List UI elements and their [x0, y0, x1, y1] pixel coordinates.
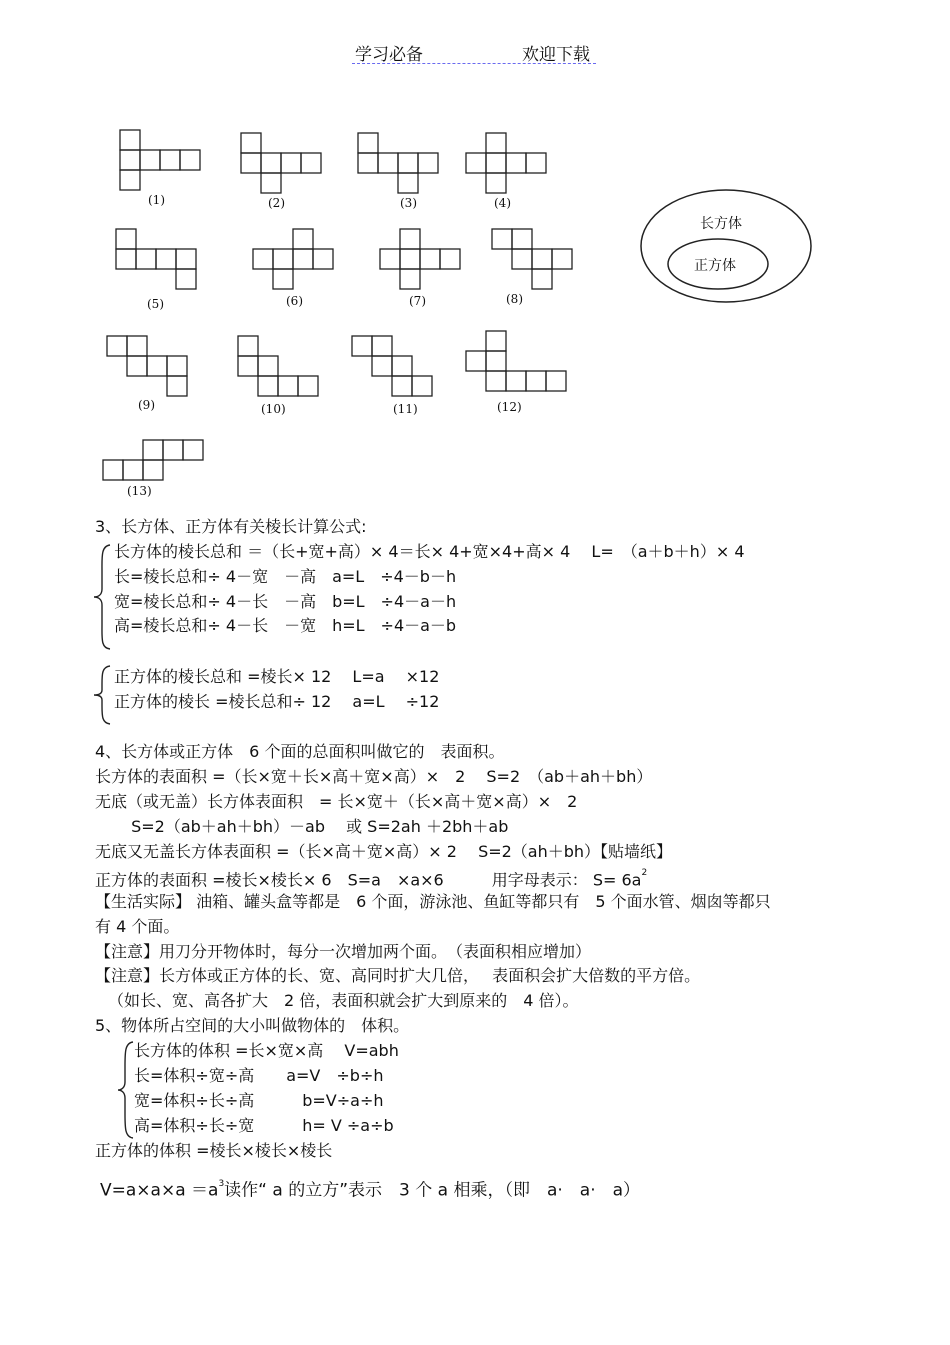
text-line: 【注意】用刀分开物体时，每分一次增加两个面。 （表面积相应增加） — [95, 942, 592, 961]
net-square — [358, 133, 378, 153]
net-square — [492, 229, 512, 249]
cube-net-8 — [492, 229, 572, 289]
net-square — [123, 460, 143, 480]
net-square — [143, 460, 163, 480]
net-square — [400, 229, 420, 249]
net-square — [183, 440, 203, 460]
net-square — [372, 336, 392, 356]
net-square — [140, 150, 160, 170]
net-square — [127, 336, 147, 356]
header-right: 欢迎下载 — [522, 45, 590, 65]
net-square — [466, 153, 486, 173]
net-label: (11) — [393, 402, 418, 416]
net-square — [486, 133, 506, 153]
net-square — [552, 249, 572, 269]
formula-line: 正方体的体积 =棱长×棱长×棱长 — [95, 1141, 333, 1160]
formula-line: 长方体的体积 =长×宽×高 V=abh — [134, 1041, 399, 1060]
net-label: (7) — [409, 294, 426, 308]
cube-nets-figure — [0, 0, 950, 520]
net-square — [532, 269, 552, 289]
net-square — [147, 356, 167, 376]
net-square — [352, 336, 372, 356]
text-line: 【生活实际】 油箱、罐头盒等都是 6 个面，游泳池、鱼缸等都只有 5 个面水管、烟囱等都只 — [95, 892, 771, 911]
net-label: (12) — [497, 400, 522, 414]
net-square — [440, 249, 460, 269]
formula-line: 高=棱长总和÷ 4－长 －宽 h=L ÷4－a－b — [114, 616, 457, 635]
text-line: 正方体的表面积 =棱长×棱长× 6 S=a ×a×6 用字母表示： $S= 6a^2$ — [95, 868, 648, 890]
net-square — [400, 249, 420, 269]
net-square — [180, 150, 200, 170]
net-square — [160, 150, 180, 170]
net-square — [116, 229, 136, 249]
header-left: 学习必备 — [355, 45, 423, 65]
cube-net-1 — [120, 130, 200, 190]
net-label: (13) — [127, 484, 152, 498]
net-square — [120, 170, 140, 190]
net-square — [313, 249, 333, 269]
cube-net-13 — [103, 440, 203, 480]
net-square — [120, 130, 140, 150]
cube-net-2 — [241, 133, 321, 193]
net-square — [358, 153, 378, 173]
net-square — [163, 440, 183, 460]
net-square — [412, 376, 432, 396]
venn-diagram — [641, 190, 811, 302]
net-label: (9) — [138, 398, 155, 412]
net-square — [526, 153, 546, 173]
cube-net-11 — [352, 336, 432, 396]
net-label: (1) — [148, 193, 165, 207]
net-square — [506, 371, 526, 391]
net-square — [301, 153, 321, 173]
net-square — [293, 229, 313, 249]
net-square — [293, 249, 313, 269]
net-square — [400, 269, 420, 289]
net-square — [486, 331, 506, 351]
net-square — [103, 460, 123, 480]
net-square — [466, 351, 486, 371]
net-square — [107, 336, 127, 356]
net-label: (2) — [268, 196, 285, 210]
brace-cube-edges — [92, 664, 114, 726]
text-line: 4、长方体或正方体 6 个面的总面积叫做它的 表面积。 — [95, 742, 505, 761]
formula-line: 长=棱长总和÷ 4－宽 －高 a=L ÷4－b－h — [114, 567, 457, 586]
net-label: (10) — [261, 402, 286, 416]
net-square — [127, 356, 147, 376]
net-square — [506, 153, 526, 173]
net-square — [156, 249, 176, 269]
net-square — [136, 249, 156, 269]
net-label: (8) — [506, 292, 523, 306]
net-label: (4) — [494, 196, 511, 210]
net-square — [281, 153, 301, 173]
net-square — [273, 249, 293, 269]
net-label: (6) — [286, 294, 303, 308]
formula-line: 高=体积÷长÷宽 h= V ÷a÷b — [134, 1116, 394, 1135]
net-square — [176, 269, 196, 289]
text-line: 无底又无盖长方体表面积 =（长×高＋宽×高）× 2 S=2（ah＋bh）【贴墙纸】 — [95, 842, 673, 861]
formula-line: 宽=体积÷长÷高 b=V÷a÷h — [134, 1091, 384, 1110]
net-square — [167, 376, 187, 396]
net-square — [526, 371, 546, 391]
net-square — [486, 173, 506, 193]
net-square — [258, 356, 278, 376]
net-square — [392, 376, 412, 396]
cube-net-5 — [116, 229, 196, 289]
net-square — [512, 249, 532, 269]
cube-net-6 — [253, 229, 333, 289]
net-square — [238, 356, 258, 376]
cube-net-9 — [107, 336, 187, 396]
net-square — [238, 336, 258, 356]
net-square — [258, 376, 278, 396]
net-square — [420, 249, 440, 269]
text-line: 【注意】长方体或正方体的长、宽、高同时扩大几倍， 表面积会扩大倍数的平方倍。 — [95, 966, 701, 985]
net-square — [418, 153, 438, 173]
net-square — [116, 249, 136, 269]
net-square — [143, 440, 163, 460]
net-square — [298, 376, 318, 396]
net-square — [120, 150, 140, 170]
cube-net-3 — [358, 133, 438, 193]
net-label: (5) — [147, 297, 164, 311]
text-line: （如长、宽、高各扩大 2 倍，表面积就会扩大到原来的 4 倍）。 — [100, 991, 579, 1010]
superscript: 3 — [218, 1179, 225, 1189]
net-square — [512, 229, 532, 249]
text-line: 无底（或无盖）长方体表面积 = 长×宽＋（长×高＋宽×高）× 2 — [95, 792, 578, 811]
venn-outer-label: 长方体 — [700, 216, 742, 232]
net-square — [261, 153, 281, 173]
section3-title: 3、长方体、正方体有关棱长计算公式: — [95, 517, 367, 536]
brace-cuboid-edges — [92, 543, 114, 651]
net-square — [546, 371, 566, 391]
net-square — [253, 249, 273, 269]
cube-net-12 — [466, 331, 566, 391]
net-square — [486, 351, 506, 371]
net-square — [278, 376, 298, 396]
net-square — [372, 356, 392, 376]
net-square — [176, 249, 196, 269]
text-line: S=2（ab＋ah＋bh）－ab 或 S=2ah ＋2bh＋ab — [110, 817, 509, 836]
venn-inner-label: 正方体 — [694, 258, 736, 274]
net-square — [261, 173, 281, 193]
net-square — [398, 153, 418, 173]
brace-cuboid-volume — [116, 1040, 136, 1140]
net-square — [486, 371, 506, 391]
net-square — [241, 133, 261, 153]
net-square — [486, 153, 506, 173]
net-square — [392, 356, 412, 376]
formula-line: 宽=棱长总和÷ 4－长 －高 b=L ÷4－a－h — [114, 592, 457, 611]
net-square — [380, 249, 400, 269]
formula-line: $V=a\times a\times a =a^3$读作“ a 的立方”表示 3 个 a 相乘，（即 a· a· a） — [100, 1179, 641, 1201]
formula-line: 正方体的棱长总和 =棱长× 12 L=a ×12 — [114, 667, 440, 686]
superscript: 2 — [641, 868, 648, 878]
text-line: 有 4 个面。 — [95, 917, 180, 936]
net-square — [273, 269, 293, 289]
net-square — [532, 249, 552, 269]
net-square — [378, 153, 398, 173]
net-label: (3) — [400, 196, 417, 210]
net-square — [241, 153, 261, 173]
cube-net-4 — [466, 133, 546, 193]
text-line: 长方体的表面积 =（长×宽＋长×高＋宽×高）× 2 S=2 （ab＋ah＋bh） — [95, 767, 653, 786]
net-square — [167, 356, 187, 376]
cube-net-10 — [238, 336, 318, 396]
cube-net-7 — [380, 229, 460, 289]
formula-line: 正方体的棱长 =棱长总和÷ 12 a=L ÷12 — [114, 692, 440, 711]
net-square — [398, 173, 418, 193]
section5-title: 5、物体所占空间的大小叫做物体的 体积。 — [95, 1016, 410, 1035]
formula-line: 长=体积÷宽÷高 a=V ÷b÷h — [134, 1066, 384, 1085]
formula-line: 长方体的棱长总和 ＝（长+宽+高）× 4＝长× 4+宽×4+高× 4 L= （a＋b＋h）× 4 — [114, 542, 745, 561]
